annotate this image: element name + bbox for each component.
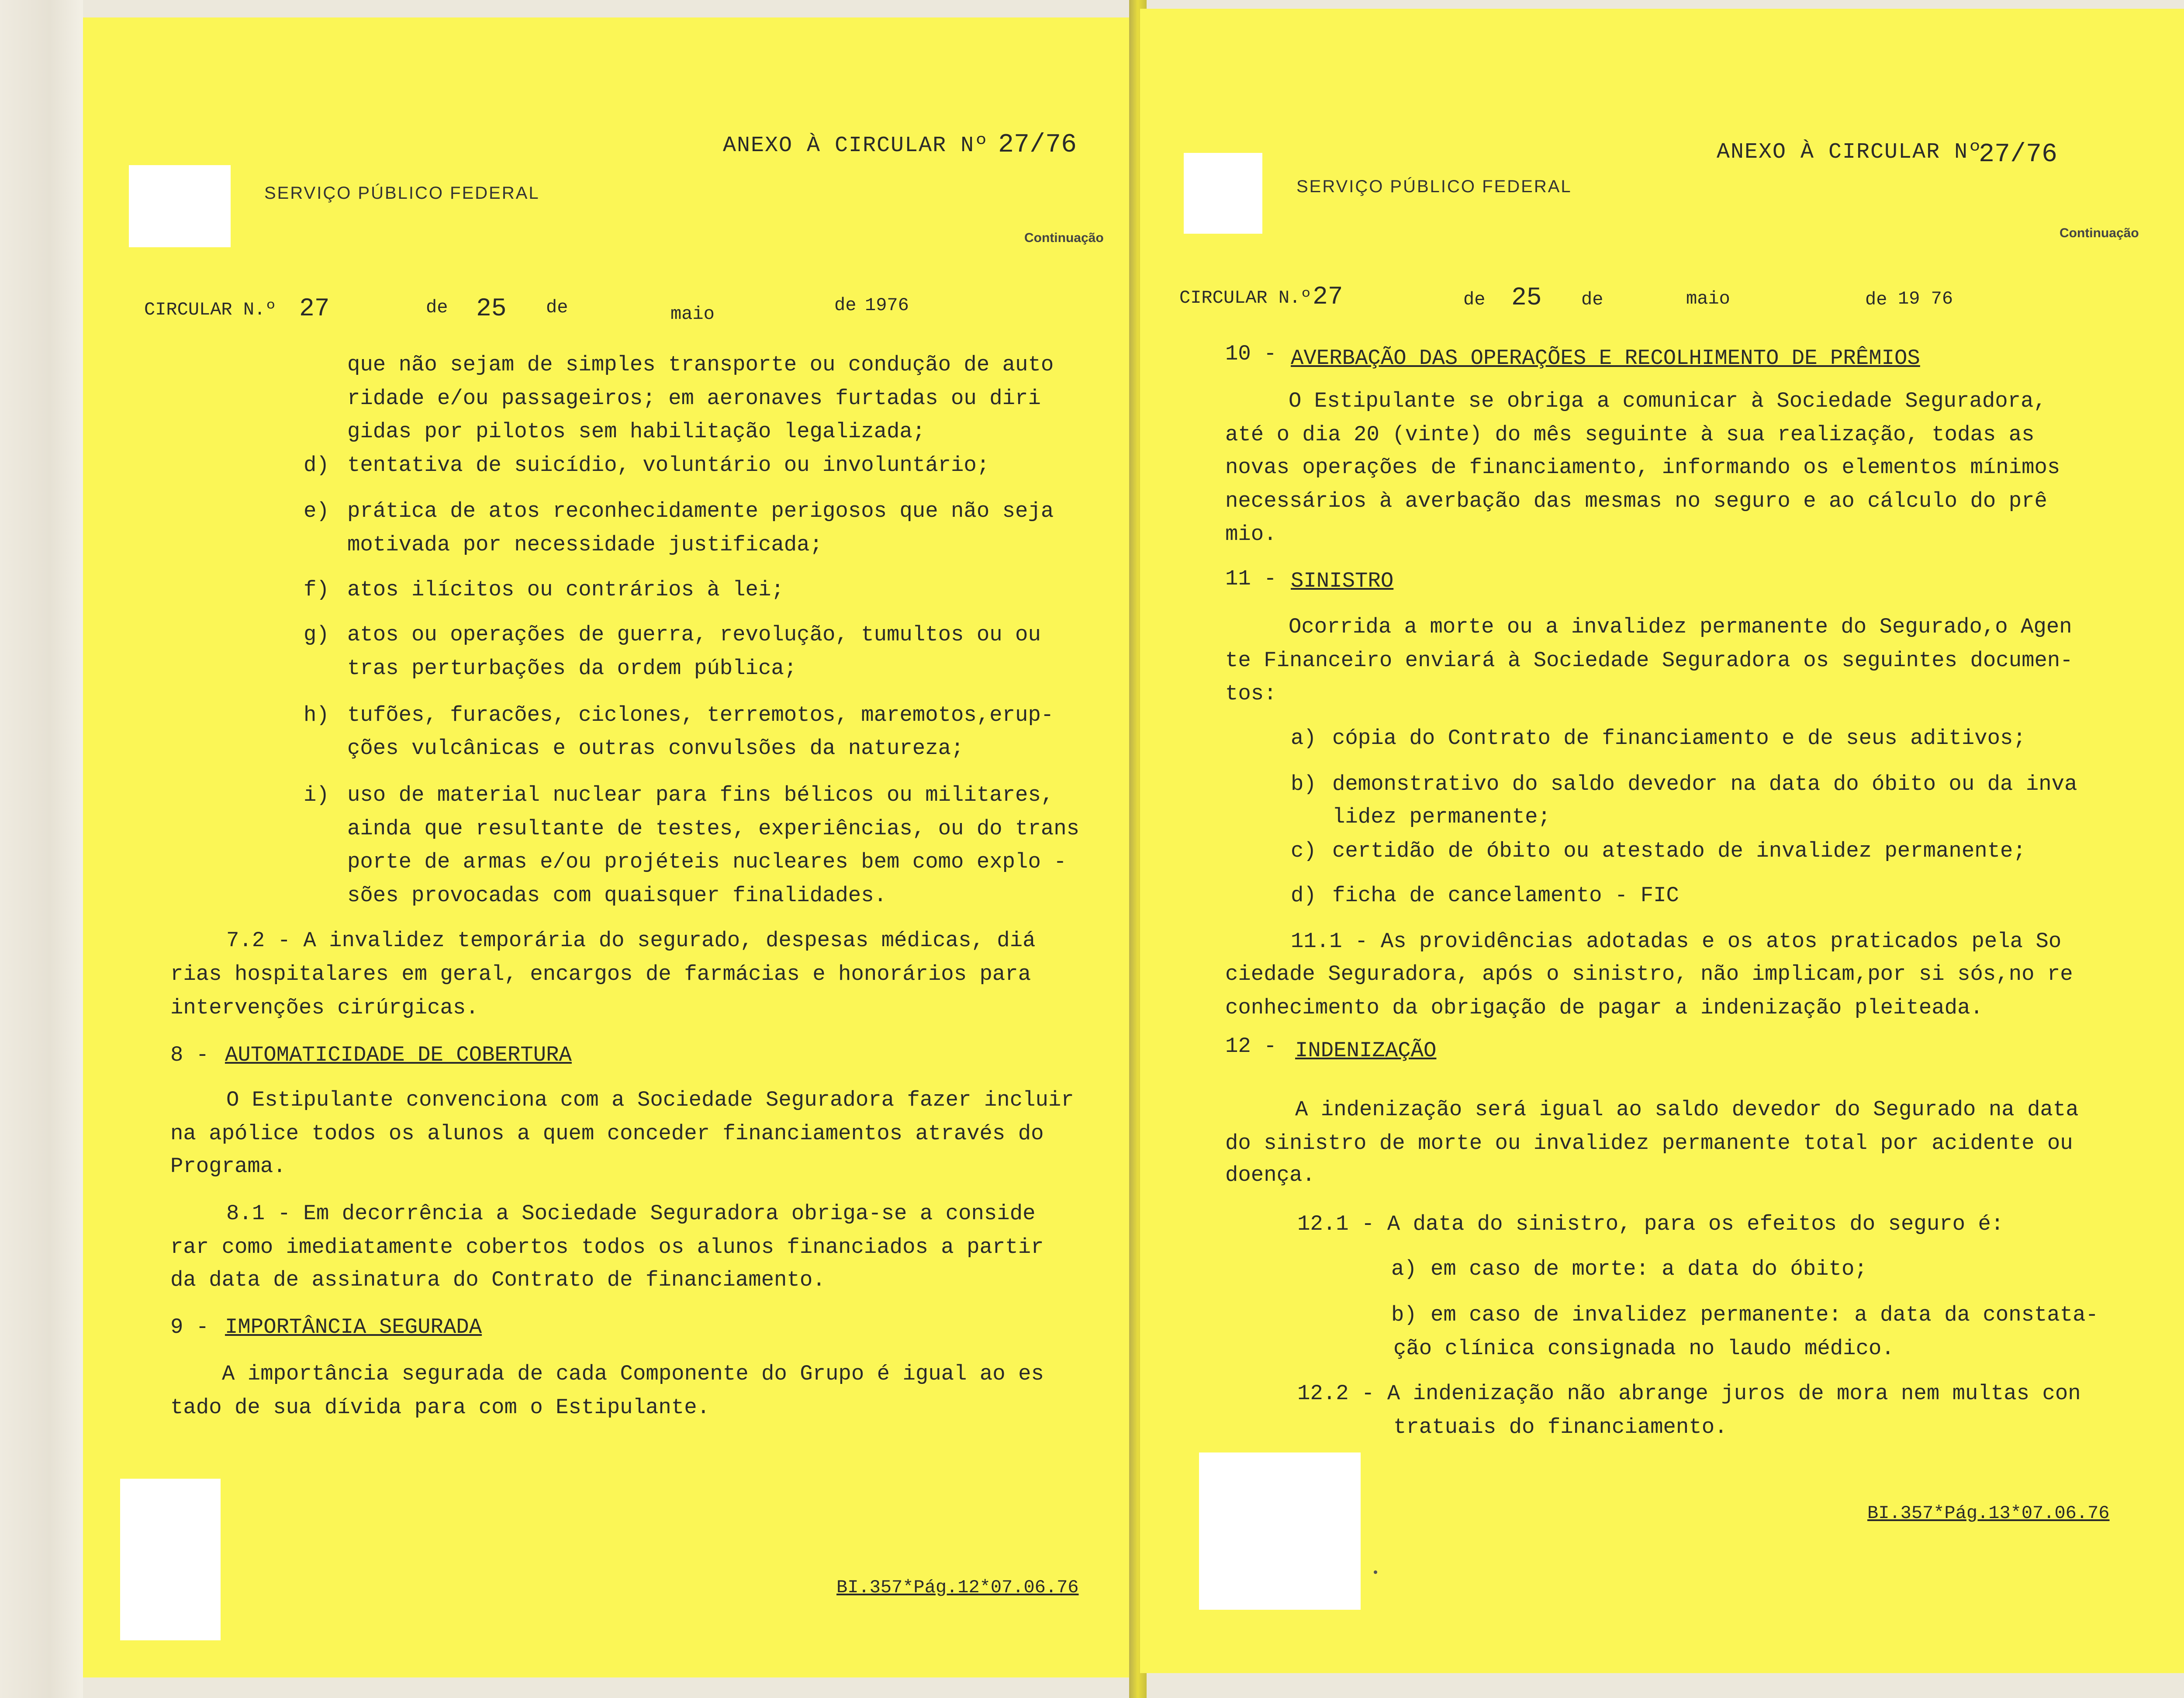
continuation-label: Continuação (1024, 231, 1104, 245)
item-marker: d) (304, 453, 329, 477)
section-number: 9 - (170, 1315, 209, 1339)
text-line: em caso de invalidez permanente: a data da constata- (1431, 1303, 2099, 1327)
continuation-label: Continuação (2060, 226, 2139, 240)
text-line: A importância segurada de cada Componente do Grupo é igual ao es (222, 1362, 1044, 1386)
text-line: 12.2 - A indenização não abrange juros de mora nem multas con (1297, 1381, 2081, 1406)
text-line: atos ilícitos ou contrários à lei; (347, 578, 784, 602)
item-marker: d) (1291, 883, 1317, 908)
section-heading: AVERBAÇÃO DAS OPERAÇÕES E RECOLHIMENTO DE PRÊMIOS (1291, 346, 1920, 370)
month: maio (670, 304, 715, 325)
text-line: rar como imediatamente cobertos todos os alunos financiados a partir (170, 1235, 1044, 1259)
text-line: motivada por necessidade justificada; (347, 533, 822, 557)
service-title: SERVIÇO PÚBLICO FEDERAL (264, 183, 540, 203)
section-heading: AUTOMATICIDADE DE COBERTURA (225, 1043, 572, 1067)
redacted-logo (129, 165, 231, 247)
text-line: na apólice todos os alunos a quem conceder financiamentos através do (170, 1121, 1044, 1146)
text-line: necessários à averbação das mesmas no seguro e ao cálculo do prê (1225, 489, 2047, 513)
text-line: do sinistro de morte ou invalidez permanente total por acidente ou (1225, 1131, 2073, 1155)
text-line: tentativa de suicídio, voluntário ou involuntário; (347, 453, 990, 477)
text-line: certidão de óbito ou atestado de invalidez permanente; (1332, 839, 2026, 863)
year: 1976 (865, 295, 909, 316)
text-line: gidas por pilotos sem habilitação legalizada; (347, 419, 926, 444)
item-marker: a) (1291, 726, 1317, 750)
item-marker: h) (304, 703, 329, 727)
text-line: rias hospitalares em geral, encargos de farmácias e honorários para (170, 962, 1031, 986)
page-footer: BI.357*Pág.13*07.06.76 (1867, 1503, 2110, 1524)
text-line: atos ou operações de guerra, revolução, tumultos ou ou (347, 622, 1041, 647)
text-line: tos: (1225, 681, 1277, 706)
text-line: que não sejam de simples transporte ou condução de auto (347, 353, 1054, 377)
text-line: doença. (1225, 1163, 1315, 1187)
text-line: uso de material nuclear para fins bélicos ou militares, (347, 783, 1054, 807)
text-line: O Estipulante convenciona com a Sociedade Seguradora fazer incluir (226, 1088, 1074, 1112)
text-line: Programa. (170, 1154, 286, 1179)
de-label: de (1865, 289, 1887, 310)
section-number: 12 - (1225, 1034, 1277, 1058)
de-label: de (834, 295, 857, 316)
text-line: tufões, furacões, ciclones, terremotos, maremotos,erup- (347, 703, 1054, 727)
item-marker: g) (304, 622, 329, 647)
text-line: intervenções cirúrgicas. (170, 996, 479, 1020)
de-label: de (546, 297, 568, 318)
text-line: tras perturbações da ordem pública; (347, 656, 797, 681)
text-line: porte de armas e/ou projéteis nucleares bem como explo - (347, 850, 1067, 874)
de-label: de (1463, 289, 1486, 310)
day: 25 (476, 295, 507, 323)
annex-number: 27/76 (998, 130, 1077, 160)
text-line: prática de atos reconhecidamente perigosos que não seja (347, 499, 1054, 523)
item-marker: b) (1291, 772, 1317, 796)
annex-number: 27/76 (1979, 140, 2058, 169)
text-line: em caso de morte: a data do óbito; (1431, 1257, 1867, 1281)
text-line: 11.1 - As providências adotadas e os atos praticados pela So (1291, 929, 2062, 954)
text-line: Ocorrida a morte ou a invalidez permanente do Segurado,o Agen (1289, 615, 2072, 639)
text-line: ficha de cancelamento - FIC (1332, 883, 1679, 908)
text-line: até o dia 20 (vinte) do mês seguinte à sua realização, todas as (1225, 422, 2035, 447)
annex-label: ANEXO À CIRCULAR Nº (1717, 140, 1983, 165)
text-line: conhecimento da obrigação de pagar a indenização pleiteada. (1225, 996, 1983, 1020)
text-line: da data de assinatura do Contrato de financiamento. (170, 1268, 826, 1292)
de-label: de (1581, 289, 1603, 310)
redacted-logo (1184, 153, 1262, 234)
right-page (1140, 9, 2184, 1673)
text-line: lidez permanente; (1332, 805, 1551, 829)
redacted-stamp (120, 1479, 221, 1640)
text-line: sões provocadas com quaisquer finalidades. (347, 883, 887, 908)
text-line: ciedade Seguradora, após o sinistro, não implicam,por si sós,no re (1225, 962, 2073, 986)
section-number: 11 - (1225, 567, 1277, 591)
section-number: 8 - (170, 1043, 209, 1067)
text-line: novas operações de financiamento, informando os elementos mínimos (1225, 455, 2060, 480)
text-line: mio. (1225, 522, 1277, 546)
circular-label: CIRCULAR N.º (144, 299, 276, 320)
section-heading: IMPORTÂNCIA SEGURADA (225, 1315, 482, 1339)
circular-number: 27 (299, 295, 330, 323)
text-line: ridade e/ou passageiros; em aeronaves furtadas ou diri (347, 386, 1041, 411)
book-edge (0, 0, 83, 1698)
text-line: cópia do Contrato de financiamento e de seus aditivos; (1332, 726, 2026, 750)
item-marker: i) (304, 783, 329, 807)
redacted-stamp (1199, 1452, 1361, 1610)
day: 25 (1511, 284, 1542, 312)
circular-label: CIRCULAR N.º (1179, 287, 1312, 308)
text-line: ções vulcânicas e outras convulsões da natureza; (347, 736, 964, 761)
text-line: 7.2 - A invalidez temporária do segurado, despesas médicas, diá (226, 928, 1036, 953)
annex-label: ANEXO À CIRCULAR Nº (723, 133, 989, 158)
de-label: de (426, 297, 448, 318)
text-line: te Financeiro enviará à Sociedade Seguradora os seguintes documen- (1225, 648, 2073, 673)
section-heading: INDENIZAÇÃO (1295, 1038, 1437, 1063)
text-line: ainda que resultante de testes, experiências, ou do trans (347, 816, 1080, 841)
text-line: tado de sua dívida para com o Estipulante. (170, 1395, 710, 1420)
item-marker: c) (1291, 839, 1317, 863)
service-title: SERVIÇO PÚBLICO FEDERAL (1296, 177, 1572, 196)
item-marker: f) (304, 578, 329, 602)
text-line: demonstrativo do saldo devedor na data do óbito ou da inva (1332, 772, 2077, 796)
item-marker: b) (1391, 1303, 1417, 1327)
text-line: 12.1 - A data do sinistro, para os efeitos do seguro é: (1297, 1212, 2004, 1236)
text-line: O Estipulante se obriga a comunicar à Sociedade Seguradora, (1289, 389, 2046, 413)
text-line: A indenização será igual ao saldo devedor do Segurado na data (1295, 1097, 2079, 1122)
page-footer: BI.357*Pág.12*07.06.76 (836, 1577, 1079, 1598)
section-number: 10 - (1225, 342, 1277, 366)
text-line: ção clínica consignada no laudo médico. (1393, 1336, 1894, 1361)
year: 19 76 (1898, 288, 1953, 309)
item-marker: e) (304, 499, 329, 523)
month: maio (1686, 288, 1730, 309)
ink-speck (1374, 1570, 1377, 1574)
section-heading: SINISTRO (1291, 569, 1394, 593)
left-page (83, 17, 1140, 1677)
text-line: 8.1 - Em decorrência a Sociedade Seguradora obriga-se a conside (226, 1201, 1036, 1226)
text-line: tratuais do financiamento. (1393, 1415, 1728, 1439)
item-marker: a) (1391, 1257, 1417, 1281)
circular-number: 27 (1313, 283, 1343, 311)
